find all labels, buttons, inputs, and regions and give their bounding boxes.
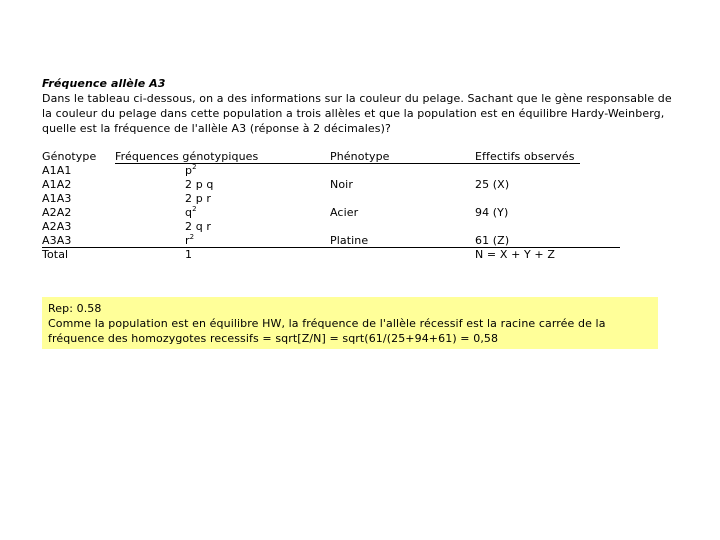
count-total-cell: N = X + Y + Z [475, 248, 555, 261]
header-frequencies: Fréquences génotypiques [115, 150, 259, 163]
genotype-cell: A2A2 [42, 206, 72, 219]
count-cell: 61 (Z) [475, 234, 510, 247]
header-counts: Effectifs observés [475, 150, 575, 163]
header-genotype: Génotype [42, 150, 97, 163]
header-phenotype: Phénotype [330, 150, 390, 163]
answer-box [42, 297, 658, 349]
frequency-cell: $r^2$ [185, 233, 195, 247]
answer-line-2: Comme la population est en équilibre HW, la fréquence de l'allèle récessif est la racine carrée de la [48, 317, 606, 330]
question-title: Fréquence allèle A3 [42, 77, 166, 90]
genotype-cell: Total [42, 248, 69, 261]
frequency-cell: 2 q r [185, 220, 211, 233]
count-cell: 94 (Y) [475, 206, 509, 219]
genotype-cell: A3A3 [42, 234, 72, 247]
genotype-cell: A2A3 [42, 220, 72, 233]
answer-line-3: fréquence des homozygotes recessifs = sqrt[Z/N] = sqrt(61/(25+94+61) = 0,58 [48, 332, 499, 345]
question-block [42, 76, 672, 136]
frequency-cell: $q^2$ [185, 205, 197, 219]
frequency-cell: 1 [185, 248, 193, 261]
phenotype-cell: Acier [330, 206, 359, 219]
phenotype-cell: Platine [330, 234, 369, 247]
frequency-cell: 2 p r [185, 192, 211, 205]
answer-line-1: Rep: 0.58 [48, 302, 102, 315]
question-line-2: la couleur du pelage dans cette population a trois allèles et que la population est en équilibre Hardy-Weinberg, [42, 107, 665, 120]
phenotype-cell: Noir [330, 178, 353, 191]
genotype-cell: A1A1 [42, 164, 72, 177]
frequency-cell: 2 p q [185, 178, 214, 191]
count-cell: 25 (X) [475, 178, 510, 191]
question-line-3: quelle est la fréquence de l'allèle A3 (réponse à 2 décimales)? [42, 122, 391, 135]
genotype-cell: A1A3 [42, 192, 72, 205]
question-line-1: Dans le tableau ci-dessous, on a des informations sur la couleur du pelage. Sachant que le gène responsable de [42, 92, 672, 105]
frequency-cell: $p^2$ [185, 163, 197, 177]
total-separator-line [42, 247, 620, 248]
genotype-cell: A1A2 [42, 178, 72, 191]
